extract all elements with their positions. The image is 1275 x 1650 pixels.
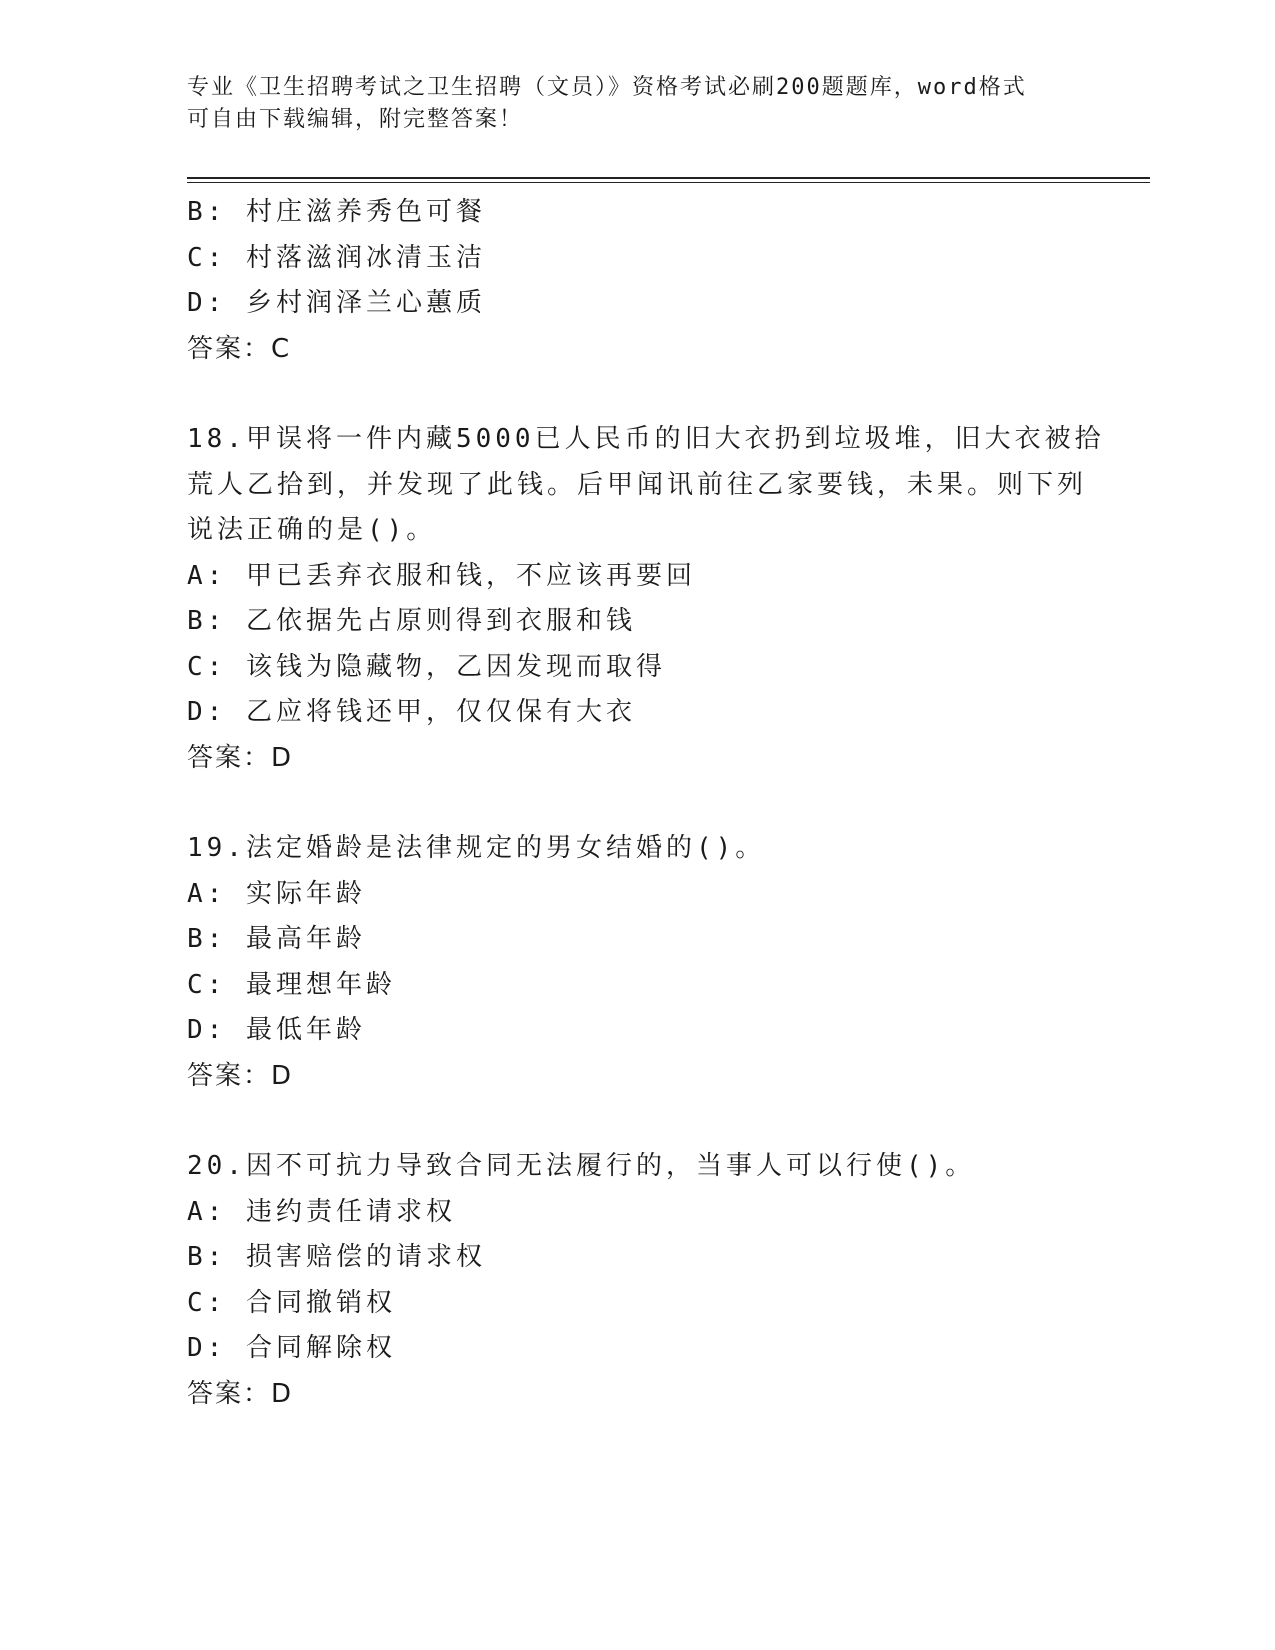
header-rule-thin — [187, 182, 1150, 183]
option-d: D: 最低年龄 — [187, 1015, 366, 1045]
option-b: B: 村庄滋养秀色可餐 — [187, 197, 486, 227]
question-19 — [187, 826, 1087, 1099]
option-d: D: 乡村润泽兰心蕙质 — [187, 288, 486, 318]
question-20 — [187, 1144, 1087, 1417]
header-line-1: 专业《卫生招聘考试之卫生招聘（文员）》资格考试必刷200题题库，word格式 — [187, 75, 1027, 100]
option-d: D: 乙应将钱还甲，仅仅保有大衣 — [187, 697, 636, 727]
question-text-line: 18.甲误将一件内藏5000已人民币的旧大衣扔到垃圾堆，旧大衣被拾 — [187, 424, 1105, 454]
question-text-line: 说法正确的是()。 — [187, 515, 437, 545]
document-header — [187, 72, 1067, 136]
option-c: C: 村落滋润冰清玉洁 — [187, 242, 486, 273]
option-c: C: 最理想年龄 — [187, 969, 396, 1000]
answer-line: 答案：D — [187, 1378, 294, 1409]
option-a: A: 违约责任请求权 — [187, 1196, 456, 1227]
header-rule-thick — [187, 177, 1150, 179]
question-18 — [187, 417, 1105, 781]
option-a: A: 甲已丢弃衣服和钱，不应该再要回 — [187, 560, 696, 591]
answer-line: 答案：D — [187, 1060, 294, 1091]
answer-line: 答案：C — [187, 333, 292, 364]
option-c: C: 该钱为隐藏物，乙因发现而取得 — [187, 651, 666, 682]
option-b: B: 乙依据先占原则得到衣服和钱 — [187, 606, 636, 636]
answer-line: 答案：D — [187, 742, 294, 773]
question-text-line: 19.法定婚龄是法律规定的男女结婚的()。 — [187, 833, 766, 863]
question-text-line: 荒人乙拾到，并发现了此钱。后甲闻讯前往乙家要钱，未果。则下列 — [187, 469, 1088, 500]
option-d: D: 合同解除权 — [187, 1333, 396, 1363]
option-a: A: 实际年龄 — [187, 878, 366, 909]
option-b: B: 损害赔偿的请求权 — [187, 1242, 486, 1272]
question-text-line: 20.因不可抗力导致合同无法履行的，当事人可以行使()。 — [187, 1151, 976, 1181]
option-c: C: 合同撤销权 — [187, 1287, 396, 1318]
header-line-2: 可自由下载编辑，附完整答案！ — [187, 107, 524, 132]
question-list — [187, 190, 1105, 1417]
option-b: B: 最高年龄 — [187, 924, 366, 954]
question-17-continued — [187, 190, 1087, 372]
